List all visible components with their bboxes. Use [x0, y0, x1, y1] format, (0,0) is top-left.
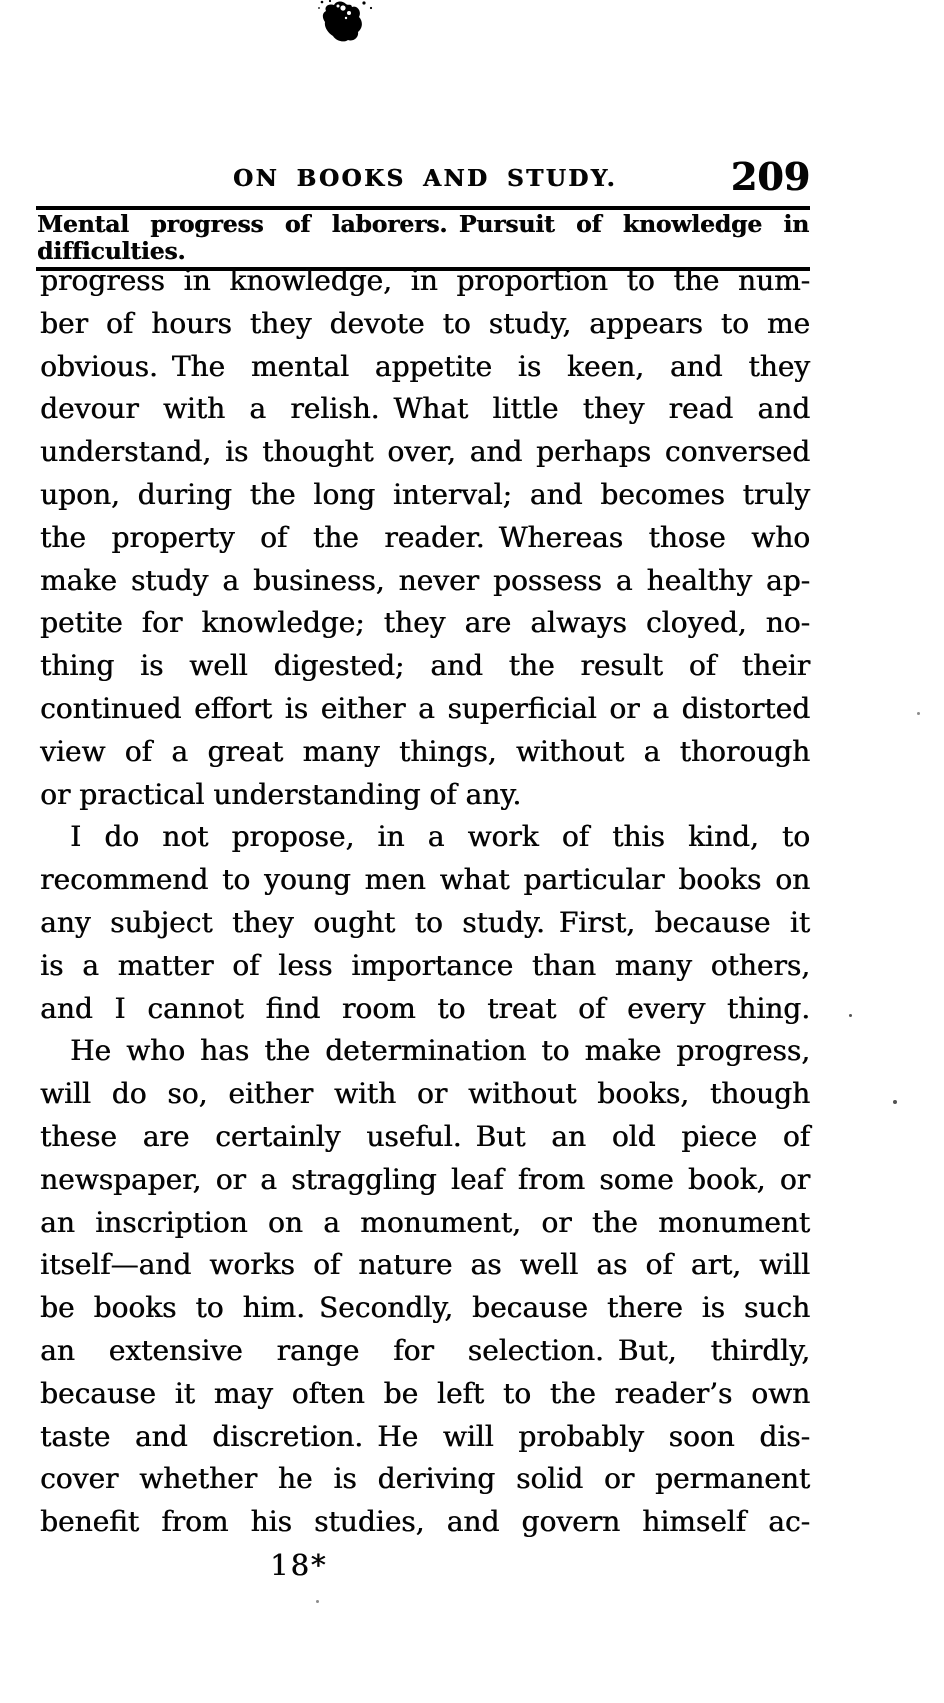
- ink-stain-icon: [316, 0, 378, 42]
- signature-mark: 18*: [270, 1547, 328, 1582]
- text-line: the property of the reader. Whereas those who: [40, 520, 810, 554]
- text-line: an inscription on a monument, or the monument: [40, 1205, 810, 1239]
- scan-speck: [849, 1014, 852, 1017]
- text-line: devour with a relish. What little they read and: [40, 392, 810, 426]
- text-line: I do not propose, in a work of this kind, to: [70, 820, 810, 854]
- text-line: recommend to young men what particular books on: [40, 863, 810, 897]
- text-line: be books to him. Secondly, because there is such: [40, 1291, 810, 1325]
- text-line: itself—and works of nature as well as of art, will: [40, 1248, 810, 1282]
- text-line: will do so, either with or without books, though: [40, 1077, 810, 1111]
- text-line: any subject they ought to study. First, because it: [40, 905, 810, 939]
- body-text: [40, 260, 810, 1587]
- text-line: newspaper, or a straggling leaf from some book, or: [40, 1162, 810, 1196]
- text-line: thing is well digested; and the result of their: [40, 649, 810, 683]
- subject-line: Mental progress of laborers. Pursuit of knowledge in difficulties.: [37, 210, 809, 265]
- text-line: these are certainly useful. But an old piece of: [40, 1119, 810, 1153]
- text-line: obvious. The mental appetite is keen, and they: [40, 349, 810, 383]
- text-line: make study a business, never possess a healthy ap-: [40, 563, 810, 597]
- text-line: continued effort is either a superficial or a distorted: [40, 691, 810, 725]
- text-line: because it may often be left to the reader’s own: [40, 1376, 810, 1410]
- text-line: is a matter of less importance than many others,: [40, 948, 810, 982]
- text-line: petite for knowledge; they are always cloyed, no-: [40, 606, 810, 640]
- page-header: [40, 150, 810, 199]
- text-line: understand, is thought over, and perhaps conversed: [40, 435, 810, 469]
- text-line: cover whether he is deriving solid or permanent: [40, 1462, 810, 1496]
- text-line: or practical understanding of any.: [40, 777, 522, 811]
- text-line: an extensive range for selection. But, thirdly,: [40, 1333, 810, 1367]
- text-line: upon, during the long interval; and becomes truly: [40, 477, 810, 511]
- text-line: progress in knowledge, in proportion to the num-: [40, 264, 810, 297]
- scan-speck: [316, 1600, 319, 1603]
- text-line: ber of hours they devote to study, appears to me: [40, 306, 810, 340]
- scan-speck: [917, 712, 920, 715]
- text-line: and I cannot find room to treat of every thing.: [40, 991, 810, 1025]
- text-line: He who has the determination to make progress,: [70, 1034, 810, 1068]
- scan-speck: [893, 1100, 897, 1104]
- text-line: taste and discretion. He will probably soon dis-: [40, 1419, 810, 1453]
- page-number: 209: [730, 154, 810, 199]
- text-lines: [40, 260, 810, 1544]
- text-line: benefit from his studies, and govern himself ac-: [40, 1505, 810, 1539]
- text-line: view of a great many things, without a thorough: [40, 734, 810, 768]
- running-head: ON BOOKS AND STUDY.: [232, 165, 618, 192]
